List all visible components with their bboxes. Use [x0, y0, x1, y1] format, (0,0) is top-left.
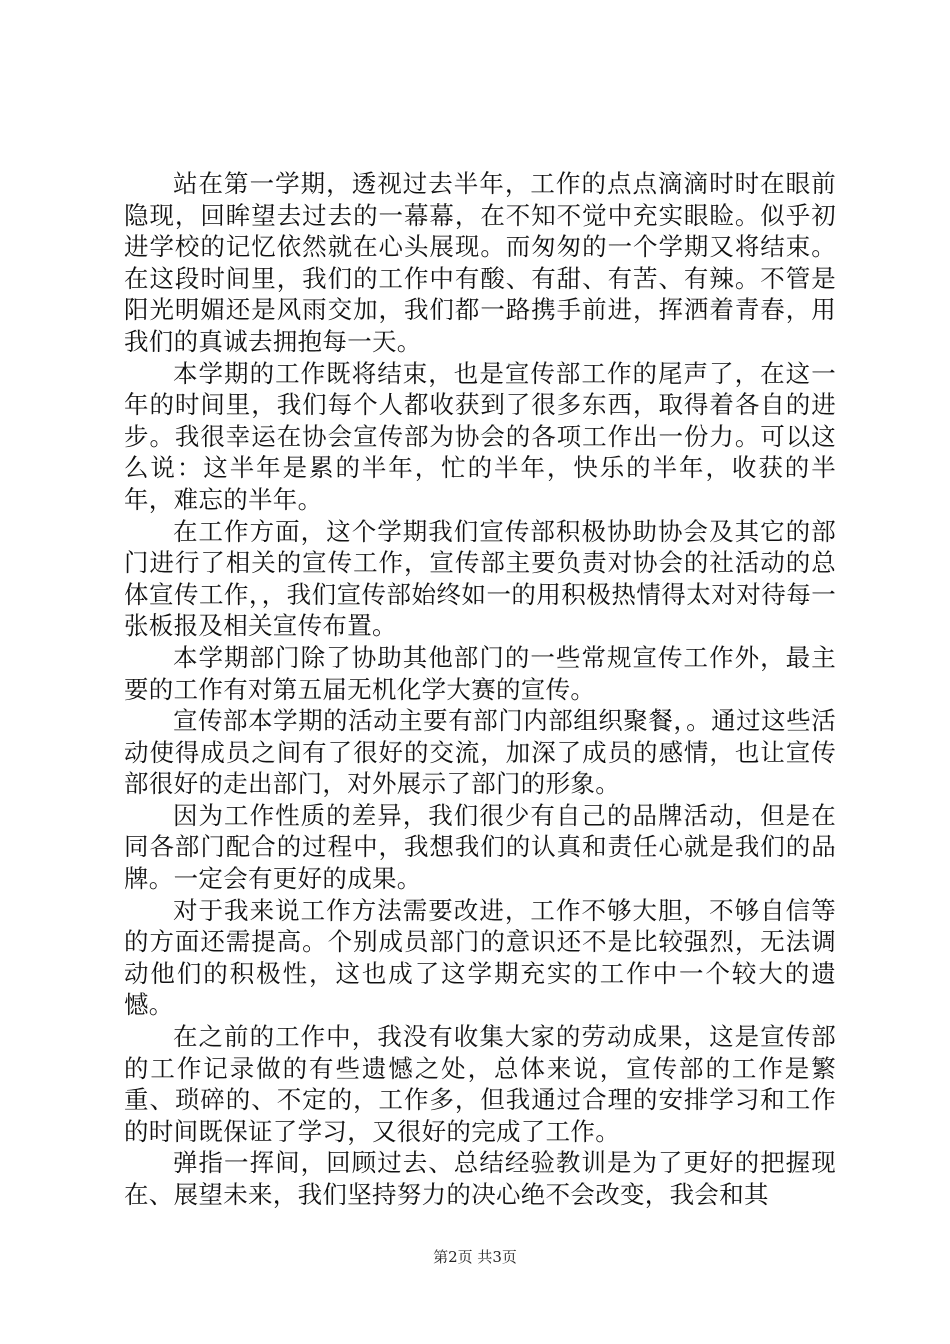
document-body [124, 168, 836, 1211]
page-number-label: 第2页 共3页 [433, 1248, 517, 1266]
paragraph: 在之前的工作中，我没有收集大家的劳动成果，这是宣传部的工作记录做的有些遗憾之处，总体来说，宣传部的工作是繁重、琐碎的、不定的，工作多，但我通过合理的安排学习和工作的时间既保证了学习，又很好的完成了工作。 [124, 1022, 836, 1146]
page-footer [0, 1247, 950, 1267]
paragraph: 本学期部门除了协助其他部门的一些常规宣传工作外，最主要的工作有对第五届无机化学大赛的宣传。 [124, 642, 836, 704]
paragraph: 站在第一学期，透视过去半年，工作的点点滴滴时时在眼前隐现，回眸望去过去的一幕幕，在不知不觉中充实眼睑。似乎初进学校的记忆依然就在心头展现。而匆匆的一个学期又将结束。在这段时间里，我们的工作中有酸、有甜、有苦、有辣。不管是阳光明媚还是风雨交加，我们都一路携手前进，挥洒着青春，用我们的真诚去拥抱每一天。 [124, 169, 836, 356]
paragraph: 宣传部本学期的活动主要有部门内部组织聚餐，。通过这些活动使得成员之间有了很好的交流，加深了成员的感情，也让宣传部很好的走出部门，对外展示了部门的形象。 [124, 706, 836, 799]
paragraph: 本学期的工作既将结束，也是宣传部工作的尾声了，在这一年的时间里，我们每个人都收获到了很多东西，取得着各自的进步。我很幸运在协会宣传部为协会的各项工作出一份力。可以这么说：这半年是累的半年，忙的半年，快乐的半年，收获的半年，难忘的半年。 [124, 358, 836, 514]
paragraph: 对于我来说工作方法需要改进，工作不够大胆，不够自信等的方面还需提高。个别成员部门的意识还不是比较强烈，无法调动他们的积极性，这也成了这学期充实的工作中一个较大的遗憾。 [124, 895, 836, 1020]
paragraph: 在工作方面，这个学期我们宣传部积极协助协会及其它的部门进行了相关的宣传工作，宣传部主要负责对协会的社活动的总体宣传工作，，我们宣传部始终如一的用积极热情得太对对待每一张板报及相关宣传布置。 [124, 516, 836, 641]
paragraph: 弹指一挥间，回顾过去、总结经验教训是为了更好的把握现在、展望未来，我们坚持努力的决心绝不会改变，我会和其 [124, 1148, 836, 1209]
paragraph: 因为工作性质的差异，我们很少有自己的品牌活动，但是在同各部门配合的过程中，我想我们的认真和责任心就是我们的品牌。一定会有更好的成果。 [124, 800, 836, 894]
